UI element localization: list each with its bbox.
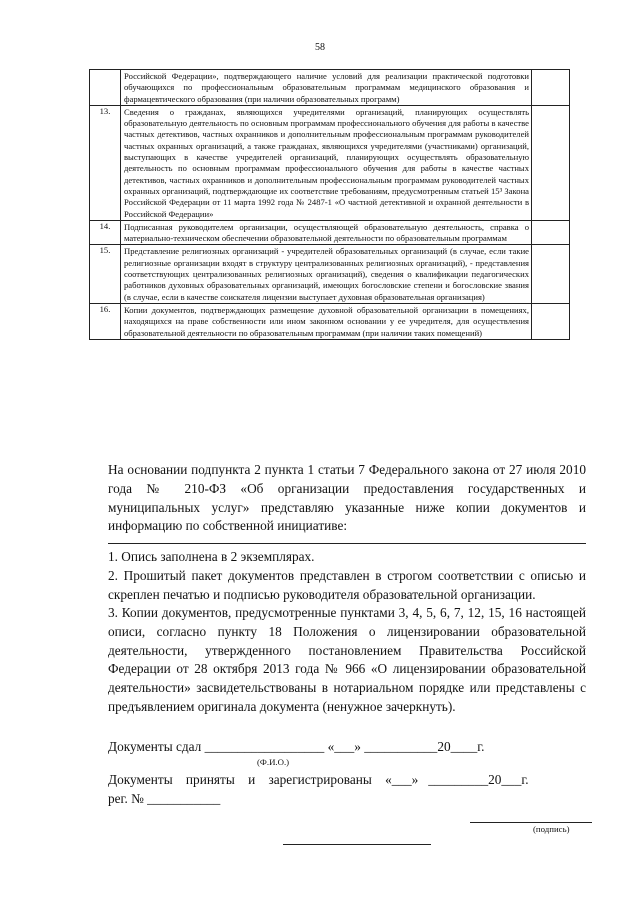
registration-row: рег. № ___________ [108,791,221,806]
note-item: 1. Опись заполнена в 2 экземплярах. [108,549,315,564]
separator-rule [108,543,586,544]
table-row [90,70,570,106]
note-item: 3. Копии документов, предусмотренные пунктами 3, 4, 5, 6, 7, 12, 15, 16 настоящей описи, согласно пункту 18 Положения о лицензировании образовательной деятельности, утвержденного постановлением Правительства Российской Федерации от 28 октября 2013 года № 966 «О лицензировании образовательной деятельности» засвидетельствованы в нотариальном порядке или представлены с предъявлением оригинала документа (ненужное зачеркнуть). [108,605,586,714]
row-description: Сведения о гражданах, являющихся учредителями организаций, планирующих осуществлять образовательную деятельность по основным программам профессионального обучения для работы в качестве частных детективов, частных охранников и дополнительным профессиональным программам руководителей частных охранных организаций, а также гражданах, являющихся учредителями (участниками) организаций, выступающих в качестве учредителей организаций, планирующих осуществлять образовательную деятельность по основным программам профессионального обучения для работы в качестве частных детективов, частных охранников и дополнительным профессиональным программам руководителей частных охранных организаций, подтверждающие их соответствие требованиям, предусмотренным статьей 15³ Закона Российской Федерации от 11 марта 1992 года № 2487-1 «О частной детективной и охранной деятельности в Российской Федерации» [121,105,532,220]
row-number [90,70,121,106]
row-mark-cell [532,303,570,339]
row-description: Представление религиозных организаций - учредителей образовательных организаций (в случае, если такие религиозные организации входят в структуру централизованных религиозных организаций), - представления соответствующих централизованных религиозных организаций), сведения о квалификации педагогических работников духовных образовательных организаций, имеющих богословские степени и богословские звания (в случае, если в качестве соискателя лицензии выступает духовная образовательная организация) [121,245,532,303]
row-description: Подписанная руководителем организации, осуществляющей образовательную деятельность, справка о материально-техническом обеспечении образовательной деятельности по образовательным программам [121,220,532,245]
row-number: 13. [90,105,121,220]
note-item: 2. Прошитый пакет документов представлен в строгом соответствии с описью и скреплен печатью и подписью руководителя образовательной организации. [108,568,586,602]
fio-caption: (Ф.И.О.) [257,757,290,767]
documents-table [89,69,570,340]
row-mark-cell [532,245,570,303]
row-mark-cell [532,220,570,245]
intro-paragraph: На основании подпункта 2 пункта 1 статьи 7 Федерального закона от 27 июля 2010 года № 210-ФЗ «Об организации предоставления государственных и муниципальных услуг» представляю указанные ниже копии документов и информацию по собственной инициативе: [108,462,586,534]
signature-caption: (подпись) [533,824,570,834]
row-number: 16. [90,303,121,339]
table-row [90,105,570,220]
row-number: 15. [90,245,121,303]
table-row [90,303,570,339]
accepted-row: Документы приняты и зарегистрированы «___» _________20___г. [108,772,529,787]
row-description: Российской Федерации», подтверждающего наличие условий для реализации практической подготовки обучающихся по профессиональным образовательным программам медицинского образования и фармацевтического образования (при наличии образовательных программ) [121,70,532,106]
table-row [90,220,570,245]
page-number: 58 [315,42,325,53]
signature-line [470,822,592,823]
row-description: Копии документов, подтверждающих размещение духовной образовательной организации в помещениях, находящихся на праве собственности или ином законном основании у ее учредителя, для осуществления образовательной деятельности по образовательным программам (при наличии таких помещений) [121,303,532,339]
table-row [90,245,570,303]
row-mark-cell [532,70,570,106]
row-number: 14. [90,220,121,245]
submitted-row [108,739,586,755]
submitted-blanks: __________________ «___» ___________20____г. [204,739,485,754]
row-mark-cell [532,105,570,220]
submitted-label: Документы сдал [108,739,202,754]
bottom-rule [283,844,431,845]
